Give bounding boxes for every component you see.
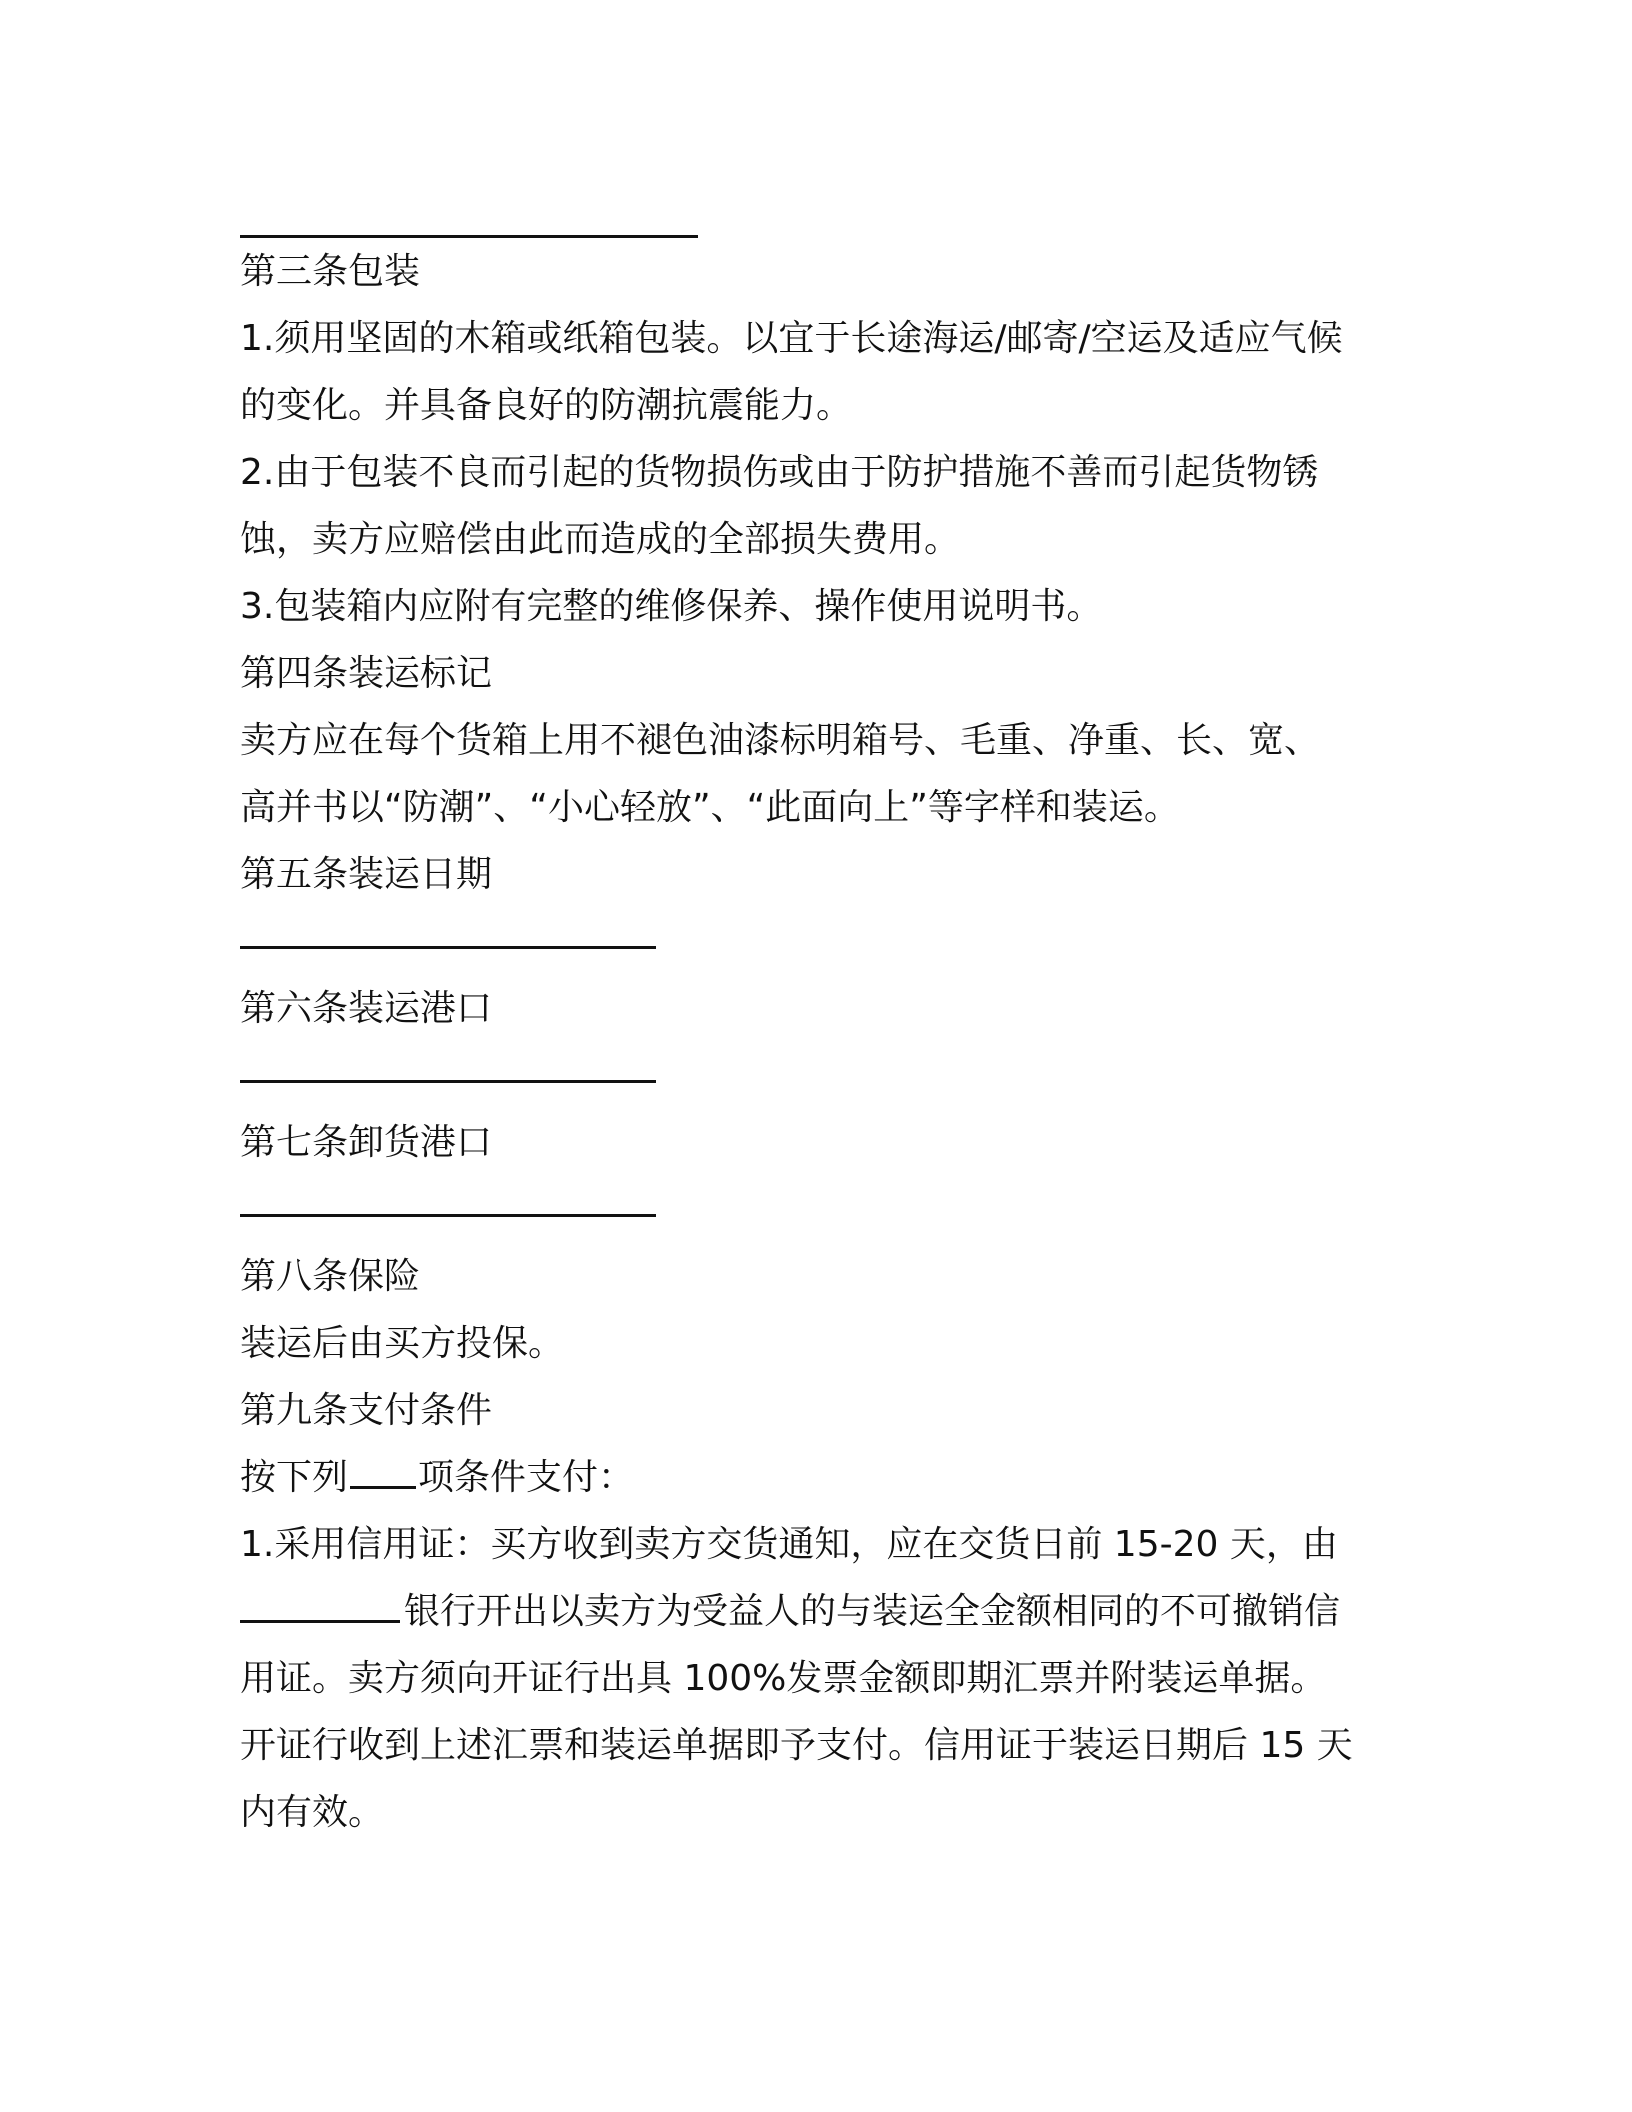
article-3-item-2-line-2: 蚀，卖方应赔偿由此而造成的全部损失费用。 — [240, 519, 961, 560]
article-9-item-1-line-1: 1.采用信用证：买方收到卖方交货通知，应在交货日前 15-20 天，由 — [240, 1524, 1338, 1565]
article-7-heading: 第七条卸货港口 — [240, 1122, 493, 1163]
article-9-intro — [240, 1444, 1390, 1511]
article-9-item-1-line-2-text: 银行开出以卖方为受益人的与装运全金额相同的不可撤销信 — [404, 1591, 1341, 1632]
article-9-item-1-line-5: 内有效。 — [240, 1792, 385, 1833]
article-6-heading: 第六条装运港口 — [240, 988, 493, 1029]
article-3-item-1-line-2: 的变化。并具备良好的防潮抗震能力。 — [240, 385, 853, 426]
article-9-item-1-line-3: 用证。卖方须向开证行出具 100%发票金额即期汇票并附装运单据。 — [240, 1658, 1327, 1699]
article-3-heading: 第三条包装 — [240, 251, 421, 292]
document-body — [240, 198, 1390, 1846]
article-3-item-1-line-1: 1.须用坚固的木箱或纸箱包装。以宜于长途海运/邮寄/空运及适应气候 — [240, 318, 1343, 359]
article-4-line-2: 高并书以“防潮”、“小心轻放”、“此面向上”等字样和装运。 — [240, 787, 1180, 828]
payment-terms-blank — [350, 1456, 416, 1489]
article-9-intro-after: 项条件支付： — [418, 1457, 635, 1498]
article-3-item-3: 3.包装箱内应附有完整的维修保养、操作使用说明书。 — [240, 586, 1103, 627]
article-9-item-1-line-2 — [240, 1578, 1390, 1645]
article-4-line-1: 卖方应在每个货箱上用不褪色油漆标明箱号、毛重、净重、长、宽、 — [240, 720, 1321, 761]
bank-name-blank — [240, 1590, 400, 1623]
article-3-item-2-line-1: 2.由于包装不良而引起的货物损伤或由于防护措施不善而引起货物锈 — [240, 452, 1319, 493]
article-5-heading: 第五条装运日期 — [240, 854, 493, 895]
article-8-heading: 第八条保险 — [240, 1256, 421, 1297]
article-9-item-1-line-4: 开证行收到上述汇票和装运单据即予支付。信用证于装运日期后 15 天 — [240, 1725, 1353, 1766]
article-7-fill-in-blank — [240, 1176, 1390, 1243]
article-9-intro-before: 按下列 — [240, 1457, 349, 1498]
article-4-heading: 第四条装运标记 — [240, 653, 493, 694]
article-9-heading: 第九条支付条件 — [240, 1390, 493, 1431]
article-8-text: 装运后由买方投保。 — [240, 1323, 565, 1364]
article-5-fill-in-blank — [240, 908, 1390, 975]
fill-in-blank-line — [240, 198, 1390, 238]
article-6-fill-in-blank — [240, 1042, 1390, 1109]
